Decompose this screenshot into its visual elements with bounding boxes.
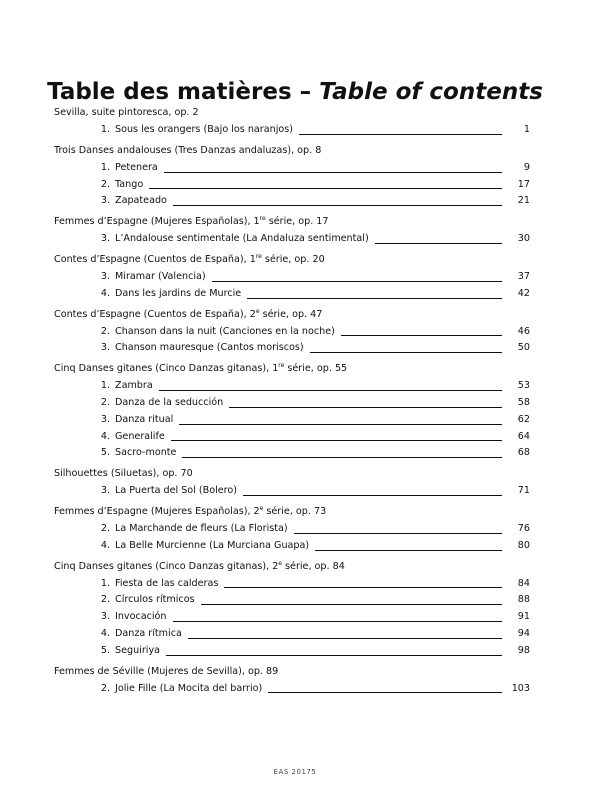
entry-title: Chanson mauresque (Cantos moriscos): [115, 342, 304, 354]
toc-section: [54, 465, 530, 500]
entry-title: Fiesta de las calderas: [115, 577, 219, 589]
section-title: Contes d’Espagne (Cuentos de España), 1re série, op. 20: [54, 252, 325, 265]
table-of-contents: [54, 104, 530, 700]
entry-page-number: 17: [517, 178, 530, 190]
leader-line: [164, 172, 502, 173]
leader-line: [149, 188, 502, 189]
leader-line: [159, 390, 502, 391]
entry-page-number: 1: [523, 124, 530, 135]
leader-line: [294, 533, 502, 534]
section-title: Femmes d’Espagne (Mujeres Españolas), 1re série, op. 17: [54, 215, 329, 228]
toc-section: [54, 360, 530, 462]
entry-page-number: 30: [517, 233, 530, 245]
entry-page-number: 91: [517, 611, 530, 623]
entry-number: 5.: [100, 644, 110, 656]
toc-entry[interactable]: [98, 378, 530, 395]
entry-number: 3.: [100, 233, 110, 245]
entry-title: Invocación: [115, 611, 167, 623]
toc-entry[interactable]: [98, 681, 530, 698]
section-title: Femmes d’Espagne (Mujeres Españolas), 2e série, op. 73: [54, 504, 327, 517]
entry-number: 4.: [100, 430, 110, 442]
entry-number: 3.: [100, 413, 110, 425]
section-title: Cinq Danses gitanes (Cinco Danzas gitanas), 1re série, op. 55: [54, 361, 348, 375]
leader-line: [224, 587, 502, 588]
section-title: Contes d’Espagne (Cuentos de España), 2e série, op. 47: [54, 307, 323, 320]
leader-line: [166, 655, 502, 656]
entry-number: 4.: [100, 539, 110, 551]
leader-line: [247, 298, 502, 299]
entry-number: 2.: [100, 178, 110, 190]
toc-entry[interactable]: [98, 412, 530, 429]
ordinal-suffix: re: [278, 361, 285, 369]
entry-number: 3.: [100, 342, 110, 354]
toc-entry[interactable]: [98, 429, 530, 446]
leader-line: [182, 457, 502, 458]
entry-title: Círculos rítmicos: [115, 594, 195, 606]
entry-page-number: 84: [517, 577, 530, 589]
entry-title: La Puerta del Sol (Bolero): [115, 485, 237, 497]
leader-line: [268, 692, 502, 693]
toc-entry[interactable]: [98, 122, 530, 139]
section-title: Femmes de Séville (Mujeres de Sevilla), op. 89: [54, 665, 279, 677]
entry-page-number: 94: [517, 627, 530, 639]
entry-title: Seguiriya: [115, 644, 160, 656]
entry-title: Generalife: [115, 430, 165, 442]
entry-page-number: 98: [517, 644, 530, 656]
leader-line: [173, 621, 502, 622]
entry-number: 3.: [100, 270, 110, 282]
section-title: Cinq Danses gitanes (Cinco Danzas gitanas), 2e série, op. 84: [54, 559, 345, 572]
entry-page-number: 9: [523, 161, 530, 173]
entry-number: 3.: [100, 195, 110, 207]
entry-number: 4.: [100, 287, 110, 299]
entry-title: Dans les jardins de Murcie: [115, 287, 242, 299]
toc-entry[interactable]: [98, 340, 530, 357]
entry-number: 2.: [100, 594, 110, 606]
entry-title: Danza rítmica: [115, 627, 182, 639]
leader-line: [229, 407, 502, 408]
toc-entry[interactable]: [98, 445, 530, 462]
toc-entry[interactable]: [98, 592, 530, 609]
toc-entry[interactable]: [98, 626, 530, 643]
toc-entry[interactable]: [98, 177, 530, 194]
entry-title: Zambra: [115, 380, 153, 392]
entry-page-number: 42: [517, 287, 530, 299]
entry-title: Zapateado: [115, 195, 167, 207]
leader-line: [201, 604, 502, 605]
leader-line: [375, 243, 502, 244]
ordinal-suffix: e: [278, 559, 282, 567]
entry-page-number: 103: [511, 682, 530, 694]
entry-title: L’Andalouse sentimentale (La Andaluza sentimental): [115, 233, 369, 245]
toc-section: [54, 306, 530, 358]
entry-page-number: 71: [517, 485, 530, 497]
entry-number: 3.: [100, 611, 110, 623]
entry-number: 2.: [100, 682, 110, 694]
leader-line: [188, 638, 502, 639]
entry-title: Danza de la seducción: [115, 396, 224, 408]
toc-section: [54, 663, 530, 698]
catalog-number: EAS 20175: [273, 768, 317, 776]
entry-number: 1.: [100, 124, 110, 135]
entry-number: 2.: [100, 396, 110, 408]
toc-entry[interactable]: [98, 643, 530, 660]
section-title: Silhouettes (Siluetas), op. 70: [54, 468, 193, 480]
ordinal-suffix: re: [259, 215, 266, 222]
leader-line: [171, 440, 502, 441]
entry-page-number: 58: [517, 396, 530, 408]
toc-entry[interactable]: [98, 538, 530, 555]
toc-entry[interactable]: [98, 160, 530, 177]
entry-page-number: 53: [517, 380, 530, 392]
entry-number: 3.: [100, 485, 110, 497]
entry-title: La Belle Murcienne (La Murciana Guapa): [115, 539, 310, 551]
entry-number: 5.: [100, 447, 110, 459]
section-title: Sevilla, suite pintoresca, op. 2: [54, 107, 199, 118]
entry-page-number: 62: [517, 413, 530, 425]
page-title-english: Table of contents: [319, 79, 543, 106]
ordinal-suffix: e: [259, 504, 264, 512]
entry-page-number: 50: [517, 342, 530, 354]
entry-page-number: 64: [517, 430, 530, 442]
entry-title: La Marchande de fleurs (La Florista): [115, 522, 288, 534]
entry-page-number: 80: [517, 539, 530, 551]
toc-entry[interactable]: [98, 609, 530, 626]
entry-title: Tango: [115, 178, 144, 190]
leader-line: [299, 134, 502, 135]
toc-entry[interactable]: [98, 269, 530, 286]
entry-page-number: 21: [517, 195, 530, 207]
section-title: Trois Danses andalouses (Tres Danzas andaluzas), op. 8: [54, 144, 322, 156]
leader-line: [310, 352, 502, 353]
toc-section: [54, 251, 530, 303]
leader-line: [243, 495, 502, 496]
leader-line: [315, 550, 502, 551]
ordinal-suffix: e: [255, 307, 260, 315]
entry-title: Sacro-monte: [115, 447, 177, 459]
toc-section: [54, 142, 530, 210]
entry-number: 4.: [100, 627, 110, 639]
ordinal-suffix: re: [255, 252, 262, 260]
leader-line: [212, 281, 502, 282]
entry-title: Sous les orangers (Bajo los naranjos): [115, 124, 293, 135]
toc-section: [54, 558, 530, 660]
entry-number: 2.: [100, 325, 110, 337]
toc-entry[interactable]: [98, 324, 530, 341]
entry-title: Petenera: [115, 161, 158, 173]
toc-entry[interactable]: [98, 483, 530, 500]
toc-entry[interactable]: [98, 395, 530, 412]
leader-line: [173, 205, 502, 206]
entry-page-number: 76: [517, 522, 530, 534]
toc-entry[interactable]: [98, 286, 530, 303]
toc-entry[interactable]: [98, 193, 530, 210]
toc-section: [54, 104, 530, 139]
leader-line: [341, 335, 502, 336]
entry-number: 1.: [100, 577, 110, 589]
page-title-french: Table des matières –: [47, 79, 320, 106]
entry-page-number: 88: [517, 594, 530, 606]
entry-page-number: 46: [517, 325, 530, 337]
entry-page-number: 68: [517, 447, 530, 459]
entry-page-number: 37: [517, 270, 530, 282]
toc-entry[interactable]: [98, 521, 530, 538]
toc-section: [54, 503, 530, 555]
toc-entry[interactable]: [98, 576, 530, 593]
toc-entry[interactable]: [98, 231, 530, 248]
page-title: [0, 79, 590, 105]
entry-number: 2.: [100, 522, 110, 534]
leader-line: [179, 424, 502, 425]
entry-title: Chanson dans la nuit (Canciones en la noche): [115, 325, 335, 337]
entry-title: Miramar (Valencia): [115, 270, 206, 282]
entry-title: Danza ritual: [115, 413, 174, 425]
entry-number: 1.: [100, 380, 110, 392]
entry-number: 1.: [100, 161, 110, 173]
toc-section: [54, 213, 530, 248]
entry-title: Jolie Fille (La Mocita del barrio): [115, 682, 263, 694]
